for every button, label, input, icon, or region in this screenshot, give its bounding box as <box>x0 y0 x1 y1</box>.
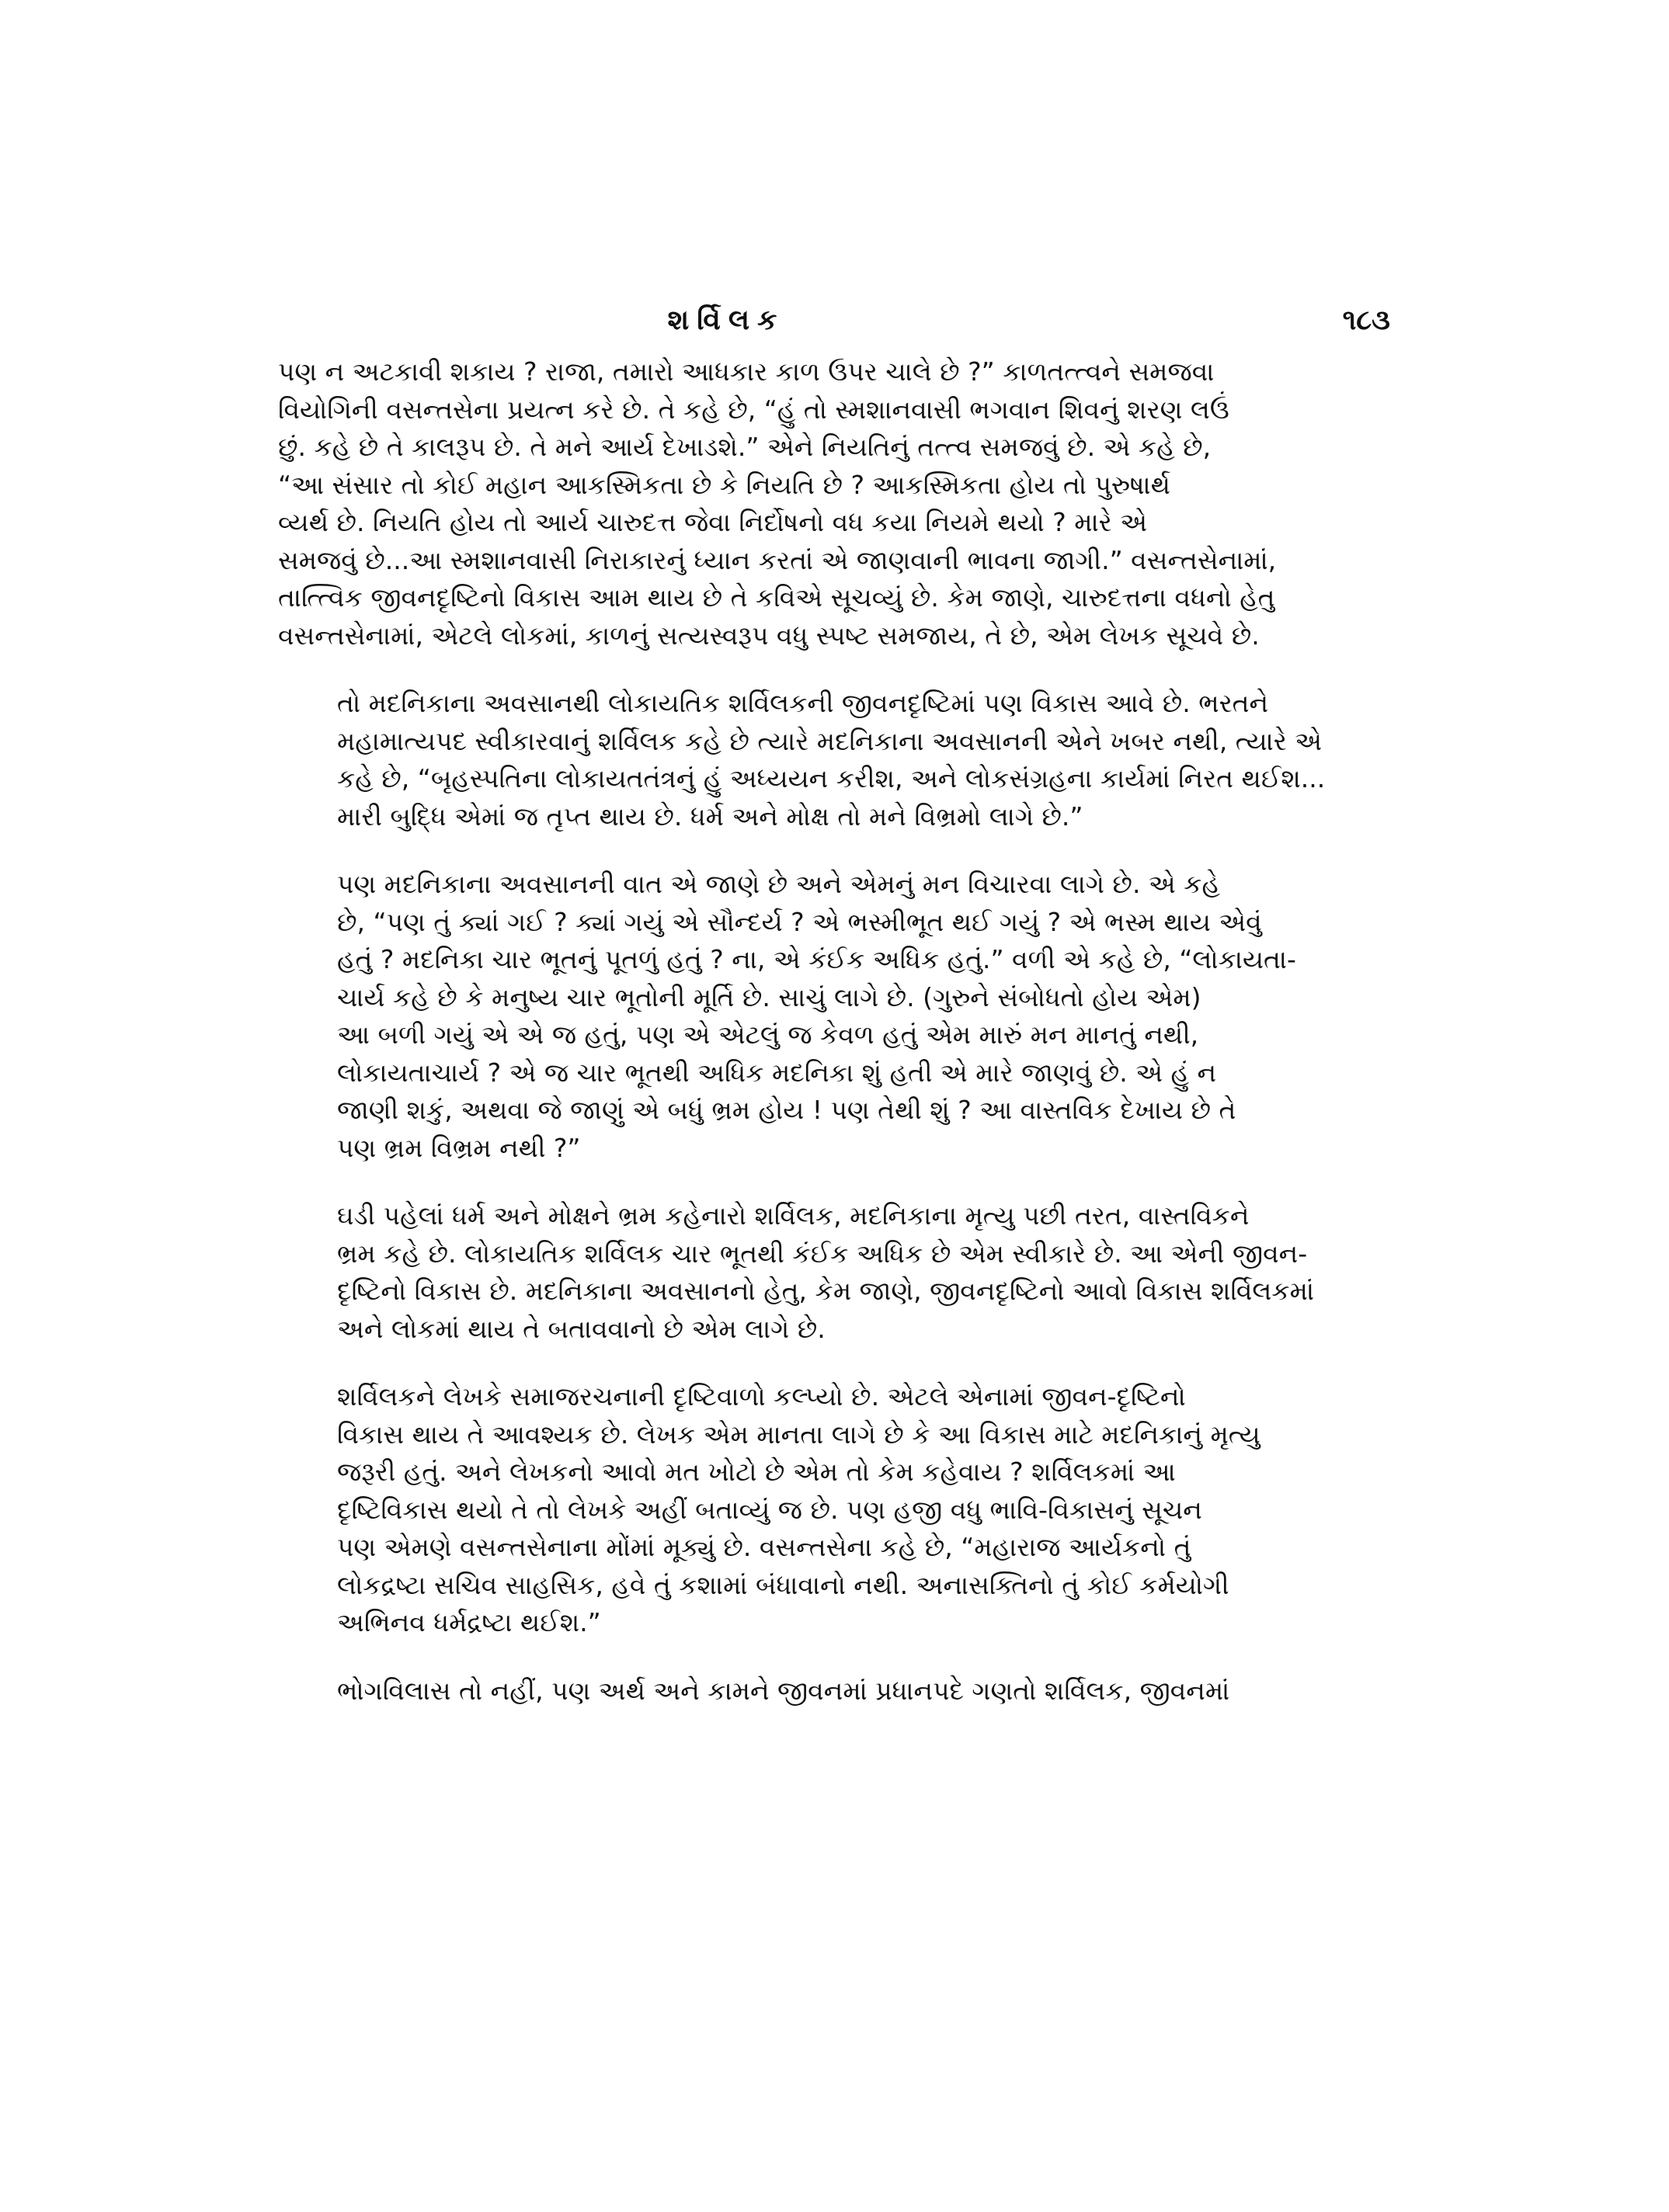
text-line: દૃષ્ટિનો વિકાસ છે. મદનિકાના અવસાનનો હેતુ, કેમ જાણે, જીવનદૃષ્ટિનો આવો વિકાસ શર્વિલકમાં <box>337 1276 1315 1306</box>
text-line: વિયોગિની વસન્તસેના પ્રયત્ન કરે છે. તે કહે છે, “હું તો સ્મશાનવાસી ભગવાન શિવનું શરણ લઉં <box>278 394 1229 425</box>
text-line: વિકાસ થાય તે આવશ્યક છે. લેખક એમ માનતા લાગે છે કે આ વિકાસ માટે મદનિકાનું મૃત્યુ <box>337 1419 1260 1450</box>
text-line: દૃષ્ટિવિકાસ થયો તે તો લેખકે અહીં બતાવ્યું જ છે. પણ હજી વધુ ભાવિ-વિકાસનું સૂચન <box>337 1494 1202 1525</box>
text-line: જાણી શકું, અથવા જે જાણું એ બધું ભ્રમ હોય ! પણ તેથી શું ? આ વાસ્તવિક દેખાય છે તે <box>337 1095 1236 1125</box>
paragraph-6 <box>278 1672 1390 1710</box>
paragraph-4 <box>278 1197 1390 1348</box>
text-line: તો મદનિકાના અવસાનથી લોકાયતિક શર્વિલકની જીવનદૃષ્ટિમાં પણ વિકાસ આવે છે. ભરતને <box>337 688 1269 718</box>
text-line: લોકદ્રષ્ટા સચિવ સાહસિક, હવે તું કશામાં બંધાવાનો નથી. અનાસક્તિનો તું કોઈ કર્મયોગી <box>337 1569 1229 1600</box>
text-line: મારી બુદ્ધિ એમાં જ તૃપ્ત થાય છે. ધર્મ અને મોક્ષ તો મને વિભ્રમો લાગે છે.” <box>337 800 1083 832</box>
text-line: અભિનવ ધર્મદ્રષ્ટા થઈશ.” <box>337 1607 601 1637</box>
paragraph-1 <box>278 353 1390 655</box>
text-line: છું. કહે છે તે કાલરૂપ છે. તે મને આર્ય દેખાડશે.” એને નિયતિનું તત્ત્વ સમજવું છે. એ કહે છે, <box>278 432 1212 462</box>
text-line: ચાર્ય કહે છે કે મનુષ્ય ચાર ભૂતોની મૂર્તિ છે. સાચું લાગે છે. (ગુરુને સંબોધતો હોય એમ) <box>337 981 1201 1012</box>
paragraph-2 <box>278 685 1390 835</box>
text-line: ઘડી પહેલાં ધર્મ અને મોક્ષને ભ્રમ કહેનારો શર્વિલક, મદનિકાના મૃત્યુ પછી તરત, વાસ્તવિકને <box>337 1200 1250 1231</box>
text-line: પણ ન અટકાવી શકાય ? રાજા, તમારો આધકાર કાળ ઉપર ચાલે છે ?” કાળતત્ત્વને સમજવા <box>278 356 1215 387</box>
text-line: શર્વિલકને લેખકે સમાજરચનાની દૃષ્ટિવાળો કલ્પ્યો છે. એટલે એનામાં જીવન-દૃષ્ટિનો <box>337 1381 1186 1412</box>
text-line: ભોગવિલાસ તો નહીં, પણ અર્થ અને કામને જીવનમાં પ્રધાનપદે ગણતો શર્વિલક, જીવનમાં <box>337 1675 1230 1706</box>
paragraph-5 <box>278 1378 1390 1642</box>
text-line: પણ એમણે વસન્તસેનાના મોંમાં મૂક્યું છે. વસન્તસેના કહે છે, “મહારાજ આર્યકનો તું <box>337 1532 1191 1562</box>
text-line: લોકાયતાચાર્ય ? એ જ ચાર ભૂતથી અધિક મદનિકા શું હતી એ મારે જાણવું છે. એ હું ન <box>337 1057 1217 1088</box>
body-text <box>278 353 1390 1710</box>
text-line: પણ ભ્રમ વિભ્રમ નથી ?” <box>337 1132 581 1163</box>
text-line: સમજવું છે...આ સ્મશાનવાસી નિરાકારનું ધ્યાન કરતાં એ જાણવાની ભાવના જાગી.” વસન્તસેનામાં, <box>278 544 1277 575</box>
text-line: અને લોકમાં થાય તે બતાવવાનો છે એમ લાગે છે. <box>337 1313 826 1344</box>
running-title: શર્વિલક <box>667 304 785 336</box>
paragraph-3 <box>278 866 1390 1167</box>
text-line: વ્યર્થ છે. નિયતિ હોય તો આર્ય ચારુદત્ત જેવા નિર્દોષનો વધ કયા નિયમે થયો ? મારે એ <box>278 507 1148 537</box>
text-line: જરૂરી હતું. અને લેખકનો આવો મત ખોટો છે એમ તો કેમ કહેવાય ? શર્વિલકમાં આ <box>337 1457 1176 1487</box>
text-line: મહામાત્યપદ સ્વીકારવાનું શર્વિલક કહે છે ત્યારે મદનિકાના અવસાનની એને ખબર નથી, ત્યારે એ <box>337 725 1323 756</box>
text-line: વસન્તસેનામાં, એટલે લોકમાં, કાળનું સત્યસ્વરૂપ વધુ સ્પષ્ટ સમજાય, તે છે, એમ લેખક સૂચવે છે. <box>278 620 1260 651</box>
page-number: ૧૮૩ <box>1342 304 1390 336</box>
text-line: પણ મદનિકાના અવસાનની વાત એ જાણે છે અને એમનું મન વિચારવા લાગે છે. એ કહે <box>337 869 1220 899</box>
text-line: હતું ? મદનિકા ચાર ભૂતનું પૂતળું હતું ? ના, એ કંઈક અધિક હતું.” વળી એ કહે છે, “લોકાયતા- <box>337 944 1296 974</box>
text-line: આ બળી ગયું એ એ જ હતું, પણ એ એટલું જ કેવળ હતું એમ મારું મન માનતું નથી, <box>337 1019 1199 1050</box>
text-line: “આ સંસાર તો કોઈ મહાન આકસ્મિકતા છે કે નિયતિ છે ? આકસ્મિકતા હોય તો પુરુષાર્થ <box>278 469 1170 500</box>
text-line: તાત્ત્વિક જીવનદૃષ્ટિનો વિકાસ આમ થાય છે તે કવિએ સૂચવ્યું છે. કેમ જાણે, ચારુદત્તના વધનો હેતુ <box>278 582 1275 613</box>
text-line: કહે છે, “બૃહસ્પતિના લોકાયતતંત્રનું હું અધ્યયન કરીશ, અને લોકસંગ્રહના કાર્યમાં નિરત થઈશ... <box>337 763 1326 793</box>
text-line: છે, “પણ તું ક્યાં ગઈ ? ક્યાં ગયું એ સૌન્દર્ય ? એ ભસ્મીભૂત થઈ ગયું ? એ ભસ્મ થાય એવું <box>337 906 1262 937</box>
text-line: ભ્રમ કહે છે. લોકાયતિક શર્વિલક ચાર ભૂતથી કંઈક અધિક છે એમ સ્વીકારે છે. આ એની જીવન- <box>337 1238 1308 1269</box>
